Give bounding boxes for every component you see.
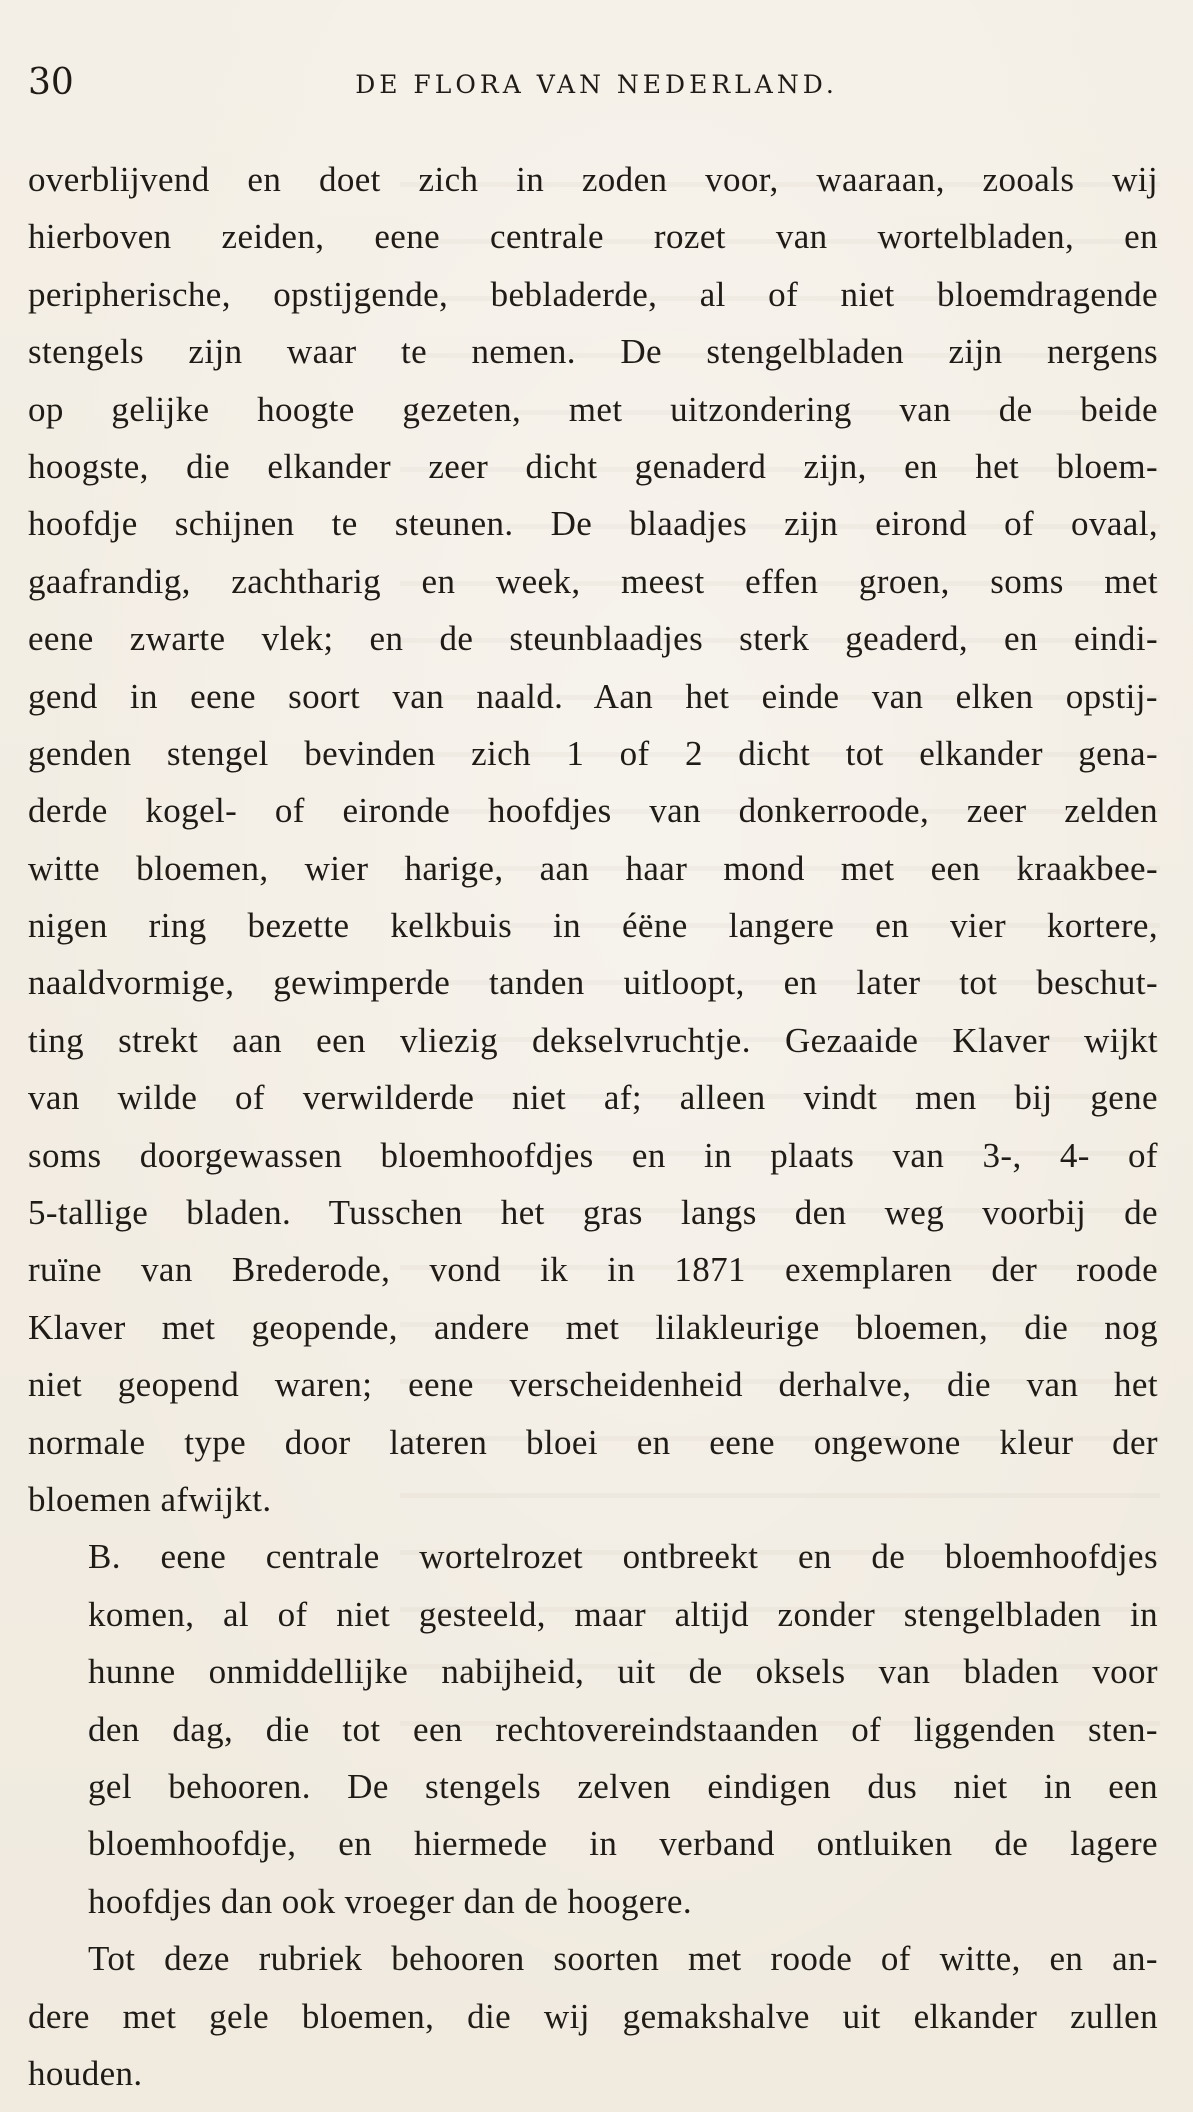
text-line: Tot deze rubriek behooren soorten met roode of witte, en an- xyxy=(88,1939,1158,1979)
text-line: ting strekt aan een vliezig dekselvruchtje. Gezaaide Klaver wijkt xyxy=(28,1020,1158,1060)
text-line: normale type door lateren bloei en eene ongewone kleur der xyxy=(28,1422,1158,1462)
text-line: soms doorgewassen bloemhoofdjes en in plaats van 3-, 4- of xyxy=(28,1135,1158,1175)
text-line: nigen ring bezette kelkbuis in éëne langere en vier kortere, xyxy=(28,906,1158,946)
text-line: hoofdjes dan ook vroeger dan de hoogere. xyxy=(88,1881,692,1921)
text-line: bloemhoofdje, en hiermede in verband ontluiken de lagere xyxy=(88,1824,1158,1864)
text-line: eene zwarte vlek; en de steunblaadjes sterk geaderd, en eindi- xyxy=(28,619,1158,659)
text-line: hierboven zeiden, eene centrale rozet van wortelbladen, en xyxy=(28,217,1158,257)
body-text xyxy=(28,151,1158,2102)
text-line: gend in eene soort van naald. Aan het einde van elken opstij- xyxy=(28,676,1158,716)
text-line: peripherische, opstijgende, bebladerde, al of niet bloemdragende xyxy=(28,274,1158,314)
text-line: genden stengel bevinden zich 1 of 2 dicht tot elkander gena- xyxy=(28,733,1158,773)
text-line: den dag, die tot een rechtovereindstaanden of liggenden sten- xyxy=(88,1709,1158,1749)
text-line: op gelijke hoogte gezeten, met uitzondering van de beide xyxy=(28,389,1158,429)
text-line: gaafrandig, zachtharig en week, meest effen groen, soms met xyxy=(28,561,1158,601)
text-line: 5-tallige bladen. Tusschen het gras langs den weg voorbij de xyxy=(28,1193,1158,1233)
text-line: bloemen afwijkt. xyxy=(28,1479,272,1519)
text-line: derde kogel- of eironde hoofdjes van donkerroode, zeer zelden xyxy=(28,791,1158,831)
text-line: naaldvormige, gewimperde tanden uitloopt, en later tot beschut- xyxy=(28,963,1158,1003)
text-line: van wilde of verwilderde niet af; alleen vindt men bij gene xyxy=(28,1078,1158,1118)
running-header xyxy=(28,58,1165,108)
text-line: hoogste, die elkander zeer dicht genaderd zijn, en het bloem- xyxy=(28,446,1158,486)
text-line: Klaver met geopende, andere met lilakleurige bloemen, die nog xyxy=(28,1307,1158,1347)
text-line: gel behooren. De stengels zelven eindigen dus niet in een xyxy=(88,1766,1158,1806)
running-title: DE FLORA VAN NEDERLAND. xyxy=(355,70,838,99)
text-line: ruïne van Brederode, vond ik in 1871 exemplaren der roode xyxy=(28,1250,1158,1290)
text-line: witte bloemen, wier harige, aan haar mond met een kraakbee- xyxy=(28,848,1158,888)
text-line: stengels zijn waar te nemen. De stengelbladen zijn nergens xyxy=(28,332,1158,372)
page-number: 30 xyxy=(28,62,74,103)
text-line: niet geopend waren; eene verscheidenheid derhalve, die van het xyxy=(28,1365,1158,1405)
text-line: B. eene centrale wortelrozet ontbreekt en de bloemhoofdjes xyxy=(88,1537,1158,1577)
text-line: houden. xyxy=(28,2053,143,2093)
text-line: hoofdje schijnen te steunen. De blaadjes zijn eirond of ovaal, xyxy=(28,504,1158,544)
text-line: overblijvend en doet zich in zoden voor, waaraan, zooals wij xyxy=(28,160,1158,199)
text-line: komen, al of niet gesteeld, maar altijd zonder stengelbladen in xyxy=(88,1594,1158,1634)
text-line: hunne onmiddellijke nabijheid, uit de oksels van bladen voor xyxy=(88,1652,1158,1692)
text-line: dere met gele bloemen, die wij gemakshalve uit elkander zullen xyxy=(28,1996,1158,2036)
